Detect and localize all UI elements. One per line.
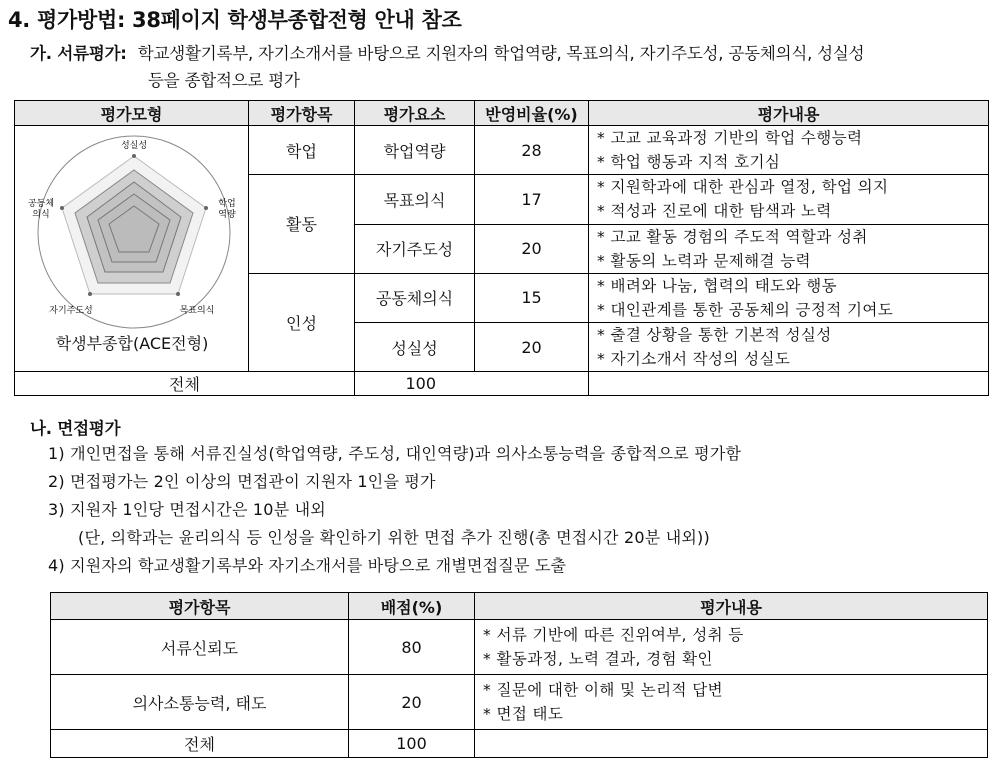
content-line: * 활동의 노력과 문제해결 능력 xyxy=(597,251,811,270)
content-line: * 면접 태도 xyxy=(483,705,564,723)
content-line: * 출결 상황을 통한 기본적 성실성 xyxy=(597,326,832,344)
radar-label-left-2: 의식 xyxy=(32,210,50,220)
content-line: * 서류 기반에 따른 진위여부, 성취 등 xyxy=(483,626,744,644)
header-content: 평가내용 xyxy=(475,593,988,620)
header-item: 평가항목 xyxy=(51,593,349,620)
list-item: 2) 면접평가는 2인 이상의 면접관이 지원자 1인을 평가 xyxy=(48,472,436,491)
radar-label-right-2: 역량 xyxy=(218,210,236,220)
group-character: 인성 xyxy=(249,273,355,372)
group-academic: 학업 xyxy=(249,126,355,175)
score-cell: 80 xyxy=(349,620,475,675)
content-cell xyxy=(589,323,989,372)
interview-list xyxy=(48,440,741,580)
element-cell: 목표의식 xyxy=(355,175,475,225)
element-cell: 학업역량 xyxy=(355,126,475,175)
ratio-cell: 15 xyxy=(475,273,589,323)
radar-label-bottom-right: 목표의식 xyxy=(179,306,215,316)
list-item: 4) 지원자의 학교생활기록부와 자기소개서를 바탕으로 개별면접질문 도출 xyxy=(48,556,567,575)
content-line: * 고교 교육과정 기반의 학업 수행능력 xyxy=(597,129,863,147)
radar-label-right-1: 학업 xyxy=(218,199,236,209)
list-item: 3) 지원자 1인당 면접시간은 10분 내외 xyxy=(48,500,326,519)
total-row xyxy=(15,372,989,396)
ratio-cell: 17 xyxy=(475,175,589,225)
section-a-desc: 학교생활기록부, 자기소개서를 바탕으로 지원자의 학업역량, 목표의식, 자기주도성, 공동체의식, 성실성 xyxy=(137,44,865,63)
content-line: * 고교 활동 경험의 주도적 역할과 성취 xyxy=(597,227,868,246)
content-line: * 질문에 대한 이해 및 논리적 답변 xyxy=(483,681,723,699)
content-line: * 활동과정, 노력 결과, 경험 확인 xyxy=(483,650,713,668)
header-item: 평가항목 xyxy=(249,101,355,126)
radar-label-top: 성실성 xyxy=(120,141,148,151)
content-line: * 대인관계를 통한 공동체의 긍정적 기여도 xyxy=(597,300,894,319)
content-line: * 자기소개서 작성의 성실도 xyxy=(597,350,791,368)
section-title: 4. 평가방법: 38페이지 학생부종합전형 안내 참조 xyxy=(8,8,462,32)
list-item: 1) 개인면접을 통해 서류진실성(학업역량, 주도성, 대인역량)과 의사소통능력을 종합적으로 평가함 xyxy=(48,444,742,463)
content-cell xyxy=(475,620,988,675)
radar-chart xyxy=(15,126,249,371)
group-activity: 활동 xyxy=(249,175,355,274)
total-label: 전체 xyxy=(51,730,349,758)
total-value: 100 xyxy=(355,372,589,396)
header-model: 평가모형 xyxy=(15,101,249,126)
total-content xyxy=(475,730,988,758)
content-line: * 학업 행동과 지적 호기심 xyxy=(597,153,781,171)
item-cell: 서류신뢰도 xyxy=(51,620,349,675)
model-caption: 학생부종합(ACE전형) xyxy=(55,334,209,353)
table-row xyxy=(15,126,989,175)
section-a-label: 가. 서류평가: xyxy=(30,44,127,63)
interview-evaluation-table xyxy=(50,592,988,758)
total-label: 전체 xyxy=(15,372,355,396)
table-row xyxy=(51,675,988,730)
total-content xyxy=(589,372,989,396)
content-cell xyxy=(475,675,988,730)
total-row xyxy=(51,730,988,758)
element-cell: 자기주도성 xyxy=(355,224,475,273)
header-score: 배점(%) xyxy=(349,593,475,620)
header-element: 평가요소 xyxy=(355,101,475,126)
content-line: * 배려와 나눔, 협력의 태도와 행동 xyxy=(597,276,837,295)
total-value: 100 xyxy=(349,730,475,758)
content-cell xyxy=(589,126,989,175)
radar-label-bottom-left: 자기주도성 xyxy=(49,306,93,316)
item-cell: 의사소통능력, 태도 xyxy=(51,675,349,730)
list-item: (단, 의학과는 윤리의식 등 인성을 확인하기 위한 면접 추가 진행(총 면접시간 20분 내외)) xyxy=(78,528,710,547)
content-cell xyxy=(589,273,989,323)
element-cell: 공동체의식 xyxy=(355,273,475,323)
ratio-cell: 28 xyxy=(475,126,589,175)
element-cell: 성실성 xyxy=(355,323,475,372)
evaluation-model-cell xyxy=(15,126,249,372)
ratio-cell: 20 xyxy=(475,323,589,372)
document-evaluation-table xyxy=(14,100,989,396)
header-content: 평가내용 xyxy=(589,101,989,126)
content-cell xyxy=(589,175,989,225)
content-cell xyxy=(589,224,989,273)
table-row xyxy=(51,620,988,675)
score-cell: 20 xyxy=(349,675,475,730)
header-ratio: 반영비율(%) xyxy=(475,101,589,126)
section-a-desc-line2: 등을 종합적으로 평가 xyxy=(148,71,300,90)
content-line: * 지원학과에 대한 관심과 열정, 학업 의지 xyxy=(597,178,889,197)
radar-label-left-1: 공동체 xyxy=(27,199,55,209)
section-a-line1 xyxy=(30,40,864,64)
section-b-label: 나. 면접평가 xyxy=(30,419,121,438)
ratio-cell: 20 xyxy=(475,224,589,273)
content-line: * 적성과 진로에 대한 탐색과 노력 xyxy=(597,202,832,221)
